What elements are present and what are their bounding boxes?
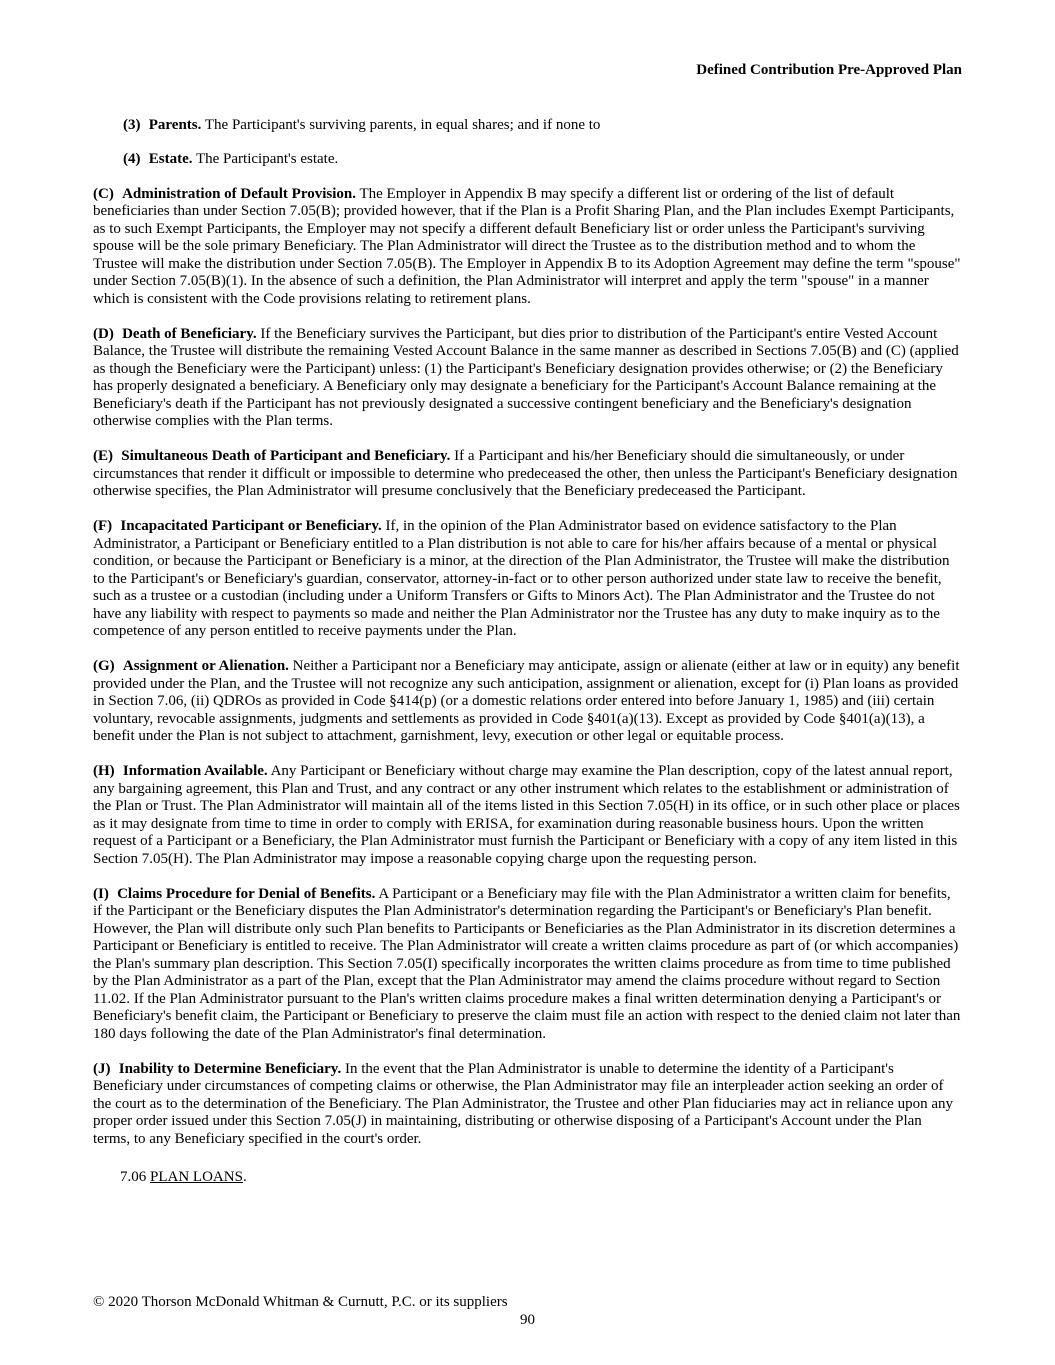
section-h <box>93 763 962 868</box>
section-label: (G) <box>93 658 115 674</box>
section-text: Neither a Participant nor a Beneficiary may anticipate, assign or alienate (either at law or in equity) any benefit provided under the Plan, and the Trustee will not recognize any such anticipation, assignment or alienation, except for (i) Plan loans as provided in Section 7.06, (ii) QDROs as provided in Code §414(p) (or a domestic relations order entered into before January 1, 1985) and (iii) certain voluntary, revocable assignments, judgments and settlements as provided in Code §401(a)(13). Except as provided by Code §401(a)(13), a benefit under the Plan is not subject to attachment, garnishment, levy, execution or other legal or equitable process. <box>93 658 960 744</box>
section-title: Incapacitated Participant or Beneficiary. <box>120 518 382 534</box>
section-title: Inability to Determine Beneficiary. <box>118 1060 342 1077</box>
section-label: (E) <box>93 448 113 464</box>
section-g <box>93 658 962 746</box>
section-title: Simultaneous Death of Participant and Beneficiary. <box>121 448 451 464</box>
item-text: The Participant's estate. <box>195 151 339 167</box>
section-title: Claims Procedure for Denial of Benefits. <box>117 885 376 902</box>
page-number: 90 <box>520 1311 535 1328</box>
section-d <box>93 326 962 431</box>
section-c <box>93 186 962 309</box>
section-7-06-heading <box>120 1169 962 1187</box>
section-number: 7.06 <box>120 1169 147 1185</box>
section-title: Assignment or Alienation. <box>122 658 289 674</box>
section-e <box>93 448 962 501</box>
item-text: The Participant's surviving parents, in equal shares; and if none to <box>204 116 601 133</box>
section-i <box>93 886 962 1044</box>
page-header-title: Defined Contribution Pre-Approved Plan <box>696 62 962 78</box>
section-text: Any Participant or Beneficiary without charge may examine the Plan description, copy of the latest annual report, any bargaining agreement, this Plan and Trust, and any contract or any other instrument which relates to the establishment or administration of the Plan or Trust. The Plan Administrator will maintain all of the items listed in this Section 7.05(H) in its office, or in such other place or places as it may designate from time to time in order to comply with ERISA, for examination during reasonable business hours. Upon the written request of a Participant or a Beneficiary, the Plan Administrator must furnish the Participant or Beneficiary with a copy of any item listed in this Section 7.05(H). The Plan Administrator may impose a reasonable copying charge upon the requesting person. <box>93 763 960 867</box>
section-label: (D) <box>93 325 114 342</box>
section-title: Information Available. <box>122 763 268 779</box>
copyright-notice: © 2020 Thorson McDonald Whitman & Curnutt, P.C. or its suppliers <box>93 1294 508 1310</box>
page-footer <box>93 1294 962 1329</box>
section-title: Death of Beneficiary. <box>122 325 257 342</box>
section-text: In the event that the Plan Administrator is unable to determine the identity of a Participant's Beneficiary under circumstances of competing claims or otherwise, the Plan Administrator may file an interpleader action seeking an order of the court as to the determination of the Beneficiary. The Plan Administrator, the Trustee and other Plan fiduciaries may act in reliance upon any proper order issued under this Section 7.05(J) in maintaining, distributing or otherwise disposing of a Participant's Account under the Plan terms, to any Beneficiary specified in the court's order. <box>93 1060 953 1147</box>
section-text: If a Participant and his/her Beneficiary should die simultaneously, or under circumstances that render it difficult or impossible to determine who predeceased the other, then unless the Participant's Beneficiary designation otherwise specifies, the Plan Administrator will presume conclusively that the Beneficiary predeceased the Participant. <box>93 448 958 499</box>
item-number: (3) <box>123 116 141 133</box>
section-text: A Participant or a Beneficiary may file with the Plan Administrator a written claim for benefits, if the Participant or the Beneficiary disputes the Plan Administrator's determination regarding the Participant's or Beneficiary's Plan benefit. However, the Plan will distribute only such Plan benefits to Participants or Beneficiaries as the Plan Administrator in its discretion determines a Participant or Beneficiary is entitled to receive. The Plan Administrator will create a written claims procedure as part of (or which accompanies) the Plan's summary plan description. This Section 7.05(I) specifically incorporates the written claims procedure as from time to time published by the Plan Administrator as a part of the Plan, except that the Plan Administrator may amend the claims procedure without regard to Section 11.02. If the Plan Administrator pursuant to the Plan's written claims procedure makes a final written determination denying a Participant's or Beneficiary's benefit claim, the Participant or Beneficiary to preserve the claim must file an action with respect to the denied claim not later than 180 days following the date of the Plan Administrator's final determination. <box>93 885 961 1042</box>
item-title: Estate. <box>148 151 193 167</box>
item-title: Parents. <box>148 116 202 133</box>
item-number: (4) <box>123 151 141 167</box>
section-title: Administration of Default Provision. <box>122 185 356 202</box>
list-item-parents <box>123 117 962 135</box>
section-f <box>93 518 962 641</box>
list-item-estate <box>123 151 962 169</box>
section-text: The Employer in Appendix B may specify a different list or ordering of the list of default beneficiaries than under Section 7.05(B); provided however, that if the Plan is a Profit Sharing Plan, and the Plan includes Exempt Participants, as to such Exempt Participants, the Employer may not specify a different default Beneficiary list or order unless the Participant's surviving spouse will be the sole primary Beneficiary. The Plan Administrator will direct the Trustee as to the distribution method and to whom the Trustee will make the distribution under Section 7.05(B). The Employer in Appendix B to its Adoption Agreement may define the term "spouse" under Section 7.05(B)(1). In the absence of such a definition, the Plan Administrator will interpret and apply the term "spouse" in a manner which is consistent with the Code provisions relating to retirement plans. <box>93 185 961 307</box>
section-label: (F) <box>93 518 113 534</box>
section-label: (C) <box>93 185 114 202</box>
section-text: If the Beneficiary survives the Participant, but dies prior to distribution of the Participant's entire Vested Account Balance, the Trustee will distribute the remaining Vested Account Balance in the same manner as described in Sections 7.05(B) and (C) (applied as though the Beneficiary were the Participant) unless: (1) the Participant's Beneficiary designation provides otherwise; or (2) the Beneficiary has properly designated a beneficiary. A Beneficiary only may designate a beneficiary for the Participant's Account Balance remaining at the Beneficiary's death if the Participant has not previously designated a successive contingent beneficiary and the Beneficiary's designation otherwise complies with the Plan terms. <box>93 325 959 429</box>
section-label: (I) <box>93 885 109 902</box>
section-j <box>93 1061 962 1149</box>
section-text: If, in the opinion of the Plan Administrator based on evidence satisfactory to the Plan Administrator, a Participant or Beneficiary entitled to a Plan distribution is not able to care for his/her affairs because of a mental or physical condition, or because the Participant or Beneficiary is a minor, at the direction of the Plan Administrator, the Trustee will make the distribution to the Participant's or Beneficiary's guardian, conservator, attorney-in-fact or to other person authorized under state law to receive the benefit, such as a trustee or a custodian (including under a Uniform Transfers or Gifts to Minors Act). The Plan Administrator and the Trustee do not have any liability with respect to payments so made and neither the Plan Administrator nor the Trustee has any duty to make inquiry as to the competence of any person entitled to receive payments under the Plan. <box>93 518 950 639</box>
section-heading-text: PLAN LOANS <box>150 1169 243 1185</box>
section-label: (J) <box>93 1060 111 1077</box>
section-label: (H) <box>93 763 115 779</box>
section-heading-period: . <box>242 1169 247 1185</box>
